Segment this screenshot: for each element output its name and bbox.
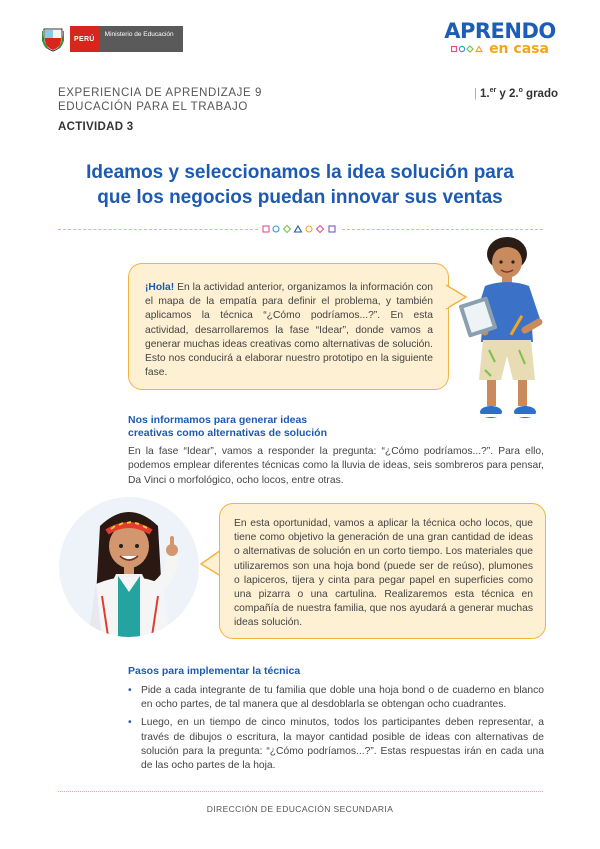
speech-bubble-intro [128,263,449,390]
gov-ministry-label: Ministerio de Educación [99,26,183,52]
title-divider [58,228,543,230]
subject-line: EDUCACIÓN PARA EL TRABAJO [58,101,248,113]
section-paragraph: En la fase “Idear”, vamos a responder la pregunta: “¿Cómo podríamos...?”. Para ello, podemos emplear diferentes técnicas como la lluvia de ideas, seis sombreros para pensar, Da Vinci o morfológico, ocho locos, entre otras. [128,446,544,486]
grade-label: | 1.$^{er}$ y 2.$^o$ grado [473,87,558,100]
experience-header [58,86,262,114]
experience-line: EXPERIENCIA DE APRENDIZAJE 9 [58,87,263,99]
brand-bottom-text: en casa [489,41,549,57]
brand-shapes-icon [451,45,485,53]
girl-character-illustration [58,496,200,638]
brand-top-text: APRENDO [444,19,556,43]
section-heading-inform: Nos informamos para generar ideas creativas como alternativas de solución [128,414,327,439]
steps-list [128,684,544,777]
speech-bubble-technique: En esta oportunidad, vamos a aplicar la técnica ocho locos, que tiene como objetivo la generación de una gran cantidad de ideas o alternativas de solución en un corto tiempo. Los materiales que utilizaremos son una hoja bond (puede ser de reúso), plumones o lapiceros, tijera y cinta para pegar papel en superficies como una pizarra o una cartulina. Realizaremos esta técnica en compañía de nuestra familia, que nos ayudará a generar muchas ideas solución. [219,503,546,639]
intro-text: En la actividad anterior, organizamos la información con el mapa de la empatía para definir el problema, y también aplicamos la técnica “¿Cómo podríamos...?”. En esta actividad, desarrollaremos la fase “Idear”, donde vamos a generar muchas ideas creativas como alternativas de solución. Esto nos conducirá a elaborar nuestro prototipo en la siguiente fase. [145,282,433,379]
boy-character-illustration [455,232,560,427]
divider-shapes-icon [258,224,342,234]
aprendo-en-casa-logo [440,20,560,57]
list-item: • Pide a cada integrante de tu familia que doble una hoja bond o de cuaderno en blanco en ocho partes, de tal manera que al desdoblarla se obtengan ocho cuadrantes. [128,684,544,712]
list-item: • Luego, en un tiempo de cinco minutos, todos los participantes deben representar, a través de dibujos o escritura, la mayor cantidad posible de ideas con alternativas de solución para la pregunta: “¿Cómo podríamos...?”. Estas respuestas irán en cada una de las ocho partes de la hoja. [128,716,544,773]
page-title: Ideamos y seleccionamos la idea solución para que los negocios puedan innovar sus ventas [86,162,514,208]
activity-label: ACTIVIDAD 3 [58,121,134,133]
footer-text: DIRECCIÓN DE EDUCACIÓN SECUNDARIA [206,804,394,814]
section-heading-steps: Pasos para implementar la técnica [128,665,301,677]
footer-divider [58,791,543,792]
gov-country-label: PERÚ [70,26,99,52]
government-logo [42,26,183,52]
greeting: ¡Hola! [145,282,175,293]
peru-coat-of-arms-icon [42,26,64,52]
grade-bar-icon: | [473,87,477,100]
